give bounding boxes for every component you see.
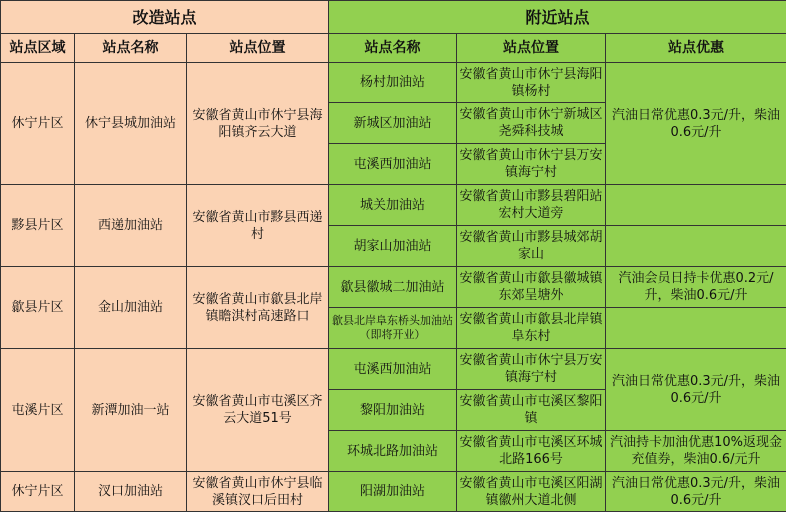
area-cell: 休宁片区 bbox=[1, 63, 75, 185]
area-cell: 休宁片区 bbox=[1, 472, 75, 512]
promotion-cell: 汽油持卡加油优惠10%返现金充值券，柴油0.6/元升 bbox=[606, 431, 786, 472]
promotion-cell: 汽油日常优惠0.3元/升，柴油0.6元/升 bbox=[606, 63, 786, 185]
station-location-cell: 安徽省黄山市休宁县海阳镇齐云大道 bbox=[187, 63, 329, 185]
col-header-nearby-location: 站点位置 bbox=[457, 34, 606, 63]
nearby-location-cell: 安徽省黄山市休宁县海阳镇杨村 bbox=[457, 63, 606, 103]
nearby-location-cell: 安徽省黄山市休宁新城区尧舜科技城 bbox=[457, 103, 606, 144]
promotion-cell: 汽油日常优惠0.3元/升，柴油0.6元/升 bbox=[606, 349, 786, 431]
nearby-location-cell: 安徽省黄山市歙县北岸镇阜东村 bbox=[457, 308, 606, 349]
nearby-name-cell: 屯溪西加油站 bbox=[329, 349, 457, 390]
nearby-name-cell: 城关加油站 bbox=[329, 185, 457, 226]
area-cell: 歙县片区 bbox=[1, 267, 75, 349]
nearby-location-cell: 安徽省黄山市歙县徽城镇东郊呈塘外 bbox=[457, 267, 606, 308]
nearby-name-cell: 环城北路加油站 bbox=[329, 431, 457, 472]
nearby-name-cell: 新城区加油站 bbox=[329, 103, 457, 144]
nearby-location-cell: 安徽省黄山市屯溪区黎阳镇 bbox=[457, 390, 606, 431]
nearby-name-cell: 杨村加油站 bbox=[329, 63, 457, 103]
station-name-cell: 金山加油站 bbox=[75, 267, 187, 349]
promotion-cell bbox=[606, 226, 786, 267]
station-name-cell: 新潭加油一站 bbox=[75, 349, 187, 472]
nearby-location-cell: 安徽省黄山市屯溪区阳湖镇徽州大道北侧 bbox=[457, 472, 606, 512]
promotion-cell: 汽油会员日持卡优惠0.2元/升，柴油0.6元/升 bbox=[606, 267, 786, 308]
nearby-name-cell: 歙县徽城二加油站 bbox=[329, 267, 457, 308]
col-header-nearby-name: 站点名称 bbox=[329, 34, 457, 63]
promotion-cell bbox=[606, 308, 786, 349]
nearby-name-cell: 阳湖加油站 bbox=[329, 472, 457, 512]
nearby-location-cell: 安徽省黄山市屯溪区环城北路166号 bbox=[457, 431, 606, 472]
col-header-area: 站点区域 bbox=[1, 34, 75, 63]
station-name-cell: 休宁县城加油站 bbox=[75, 63, 187, 185]
nearby-location-cell: 安徽省黄山市休宁县万安镇海宁村 bbox=[457, 144, 606, 185]
col-header-location: 站点位置 bbox=[187, 34, 329, 63]
nearby-name-cell: 歙县北岸阜东桥头加油站（即将开业） bbox=[329, 308, 457, 349]
nearby-name-cell: 黎阳加油站 bbox=[329, 390, 457, 431]
nearby-location-cell: 安徽省黄山市休宁县万安镇海宁村 bbox=[457, 349, 606, 390]
station-location-cell: 安徽省黄山市歙县北岸镇瞻淇村高速路口 bbox=[187, 267, 329, 349]
area-cell: 黟县片区 bbox=[1, 185, 75, 267]
station-location-cell: 安徽省黄山市黟县西递村 bbox=[187, 185, 329, 267]
promotion-cell bbox=[606, 185, 786, 226]
col-header-promotion: 站点优惠 bbox=[606, 34, 786, 63]
station-name-cell: 西递加油站 bbox=[75, 185, 187, 267]
station-name-cell: 汊口加油站 bbox=[75, 472, 187, 512]
station-location-cell: 安徽省黄山市屯溪区齐云大道51号 bbox=[187, 349, 329, 472]
nearby-location-cell: 安徽省黄山市黟县城郊胡家山 bbox=[457, 226, 606, 267]
nearby-name-cell: 屯溪西加油站 bbox=[329, 144, 457, 185]
renovated-stations-title: 改造站点 bbox=[1, 1, 329, 34]
station-location-cell: 安徽省黄山市休宁县临溪镇汊口后田村 bbox=[187, 472, 329, 512]
nearby-stations-title: 附近站点 bbox=[329, 1, 786, 34]
nearby-location-cell: 安徽省黄山市黟县碧阳站宏村大道旁 bbox=[457, 185, 606, 226]
nearby-name-cell: 胡家山加油站 bbox=[329, 226, 457, 267]
promotion-cell: 汽油日常优惠0.3元/升，柴油0.6元/升 bbox=[606, 472, 786, 512]
col-header-name: 站点名称 bbox=[75, 34, 187, 63]
area-cell: 屯溪片区 bbox=[1, 349, 75, 472]
